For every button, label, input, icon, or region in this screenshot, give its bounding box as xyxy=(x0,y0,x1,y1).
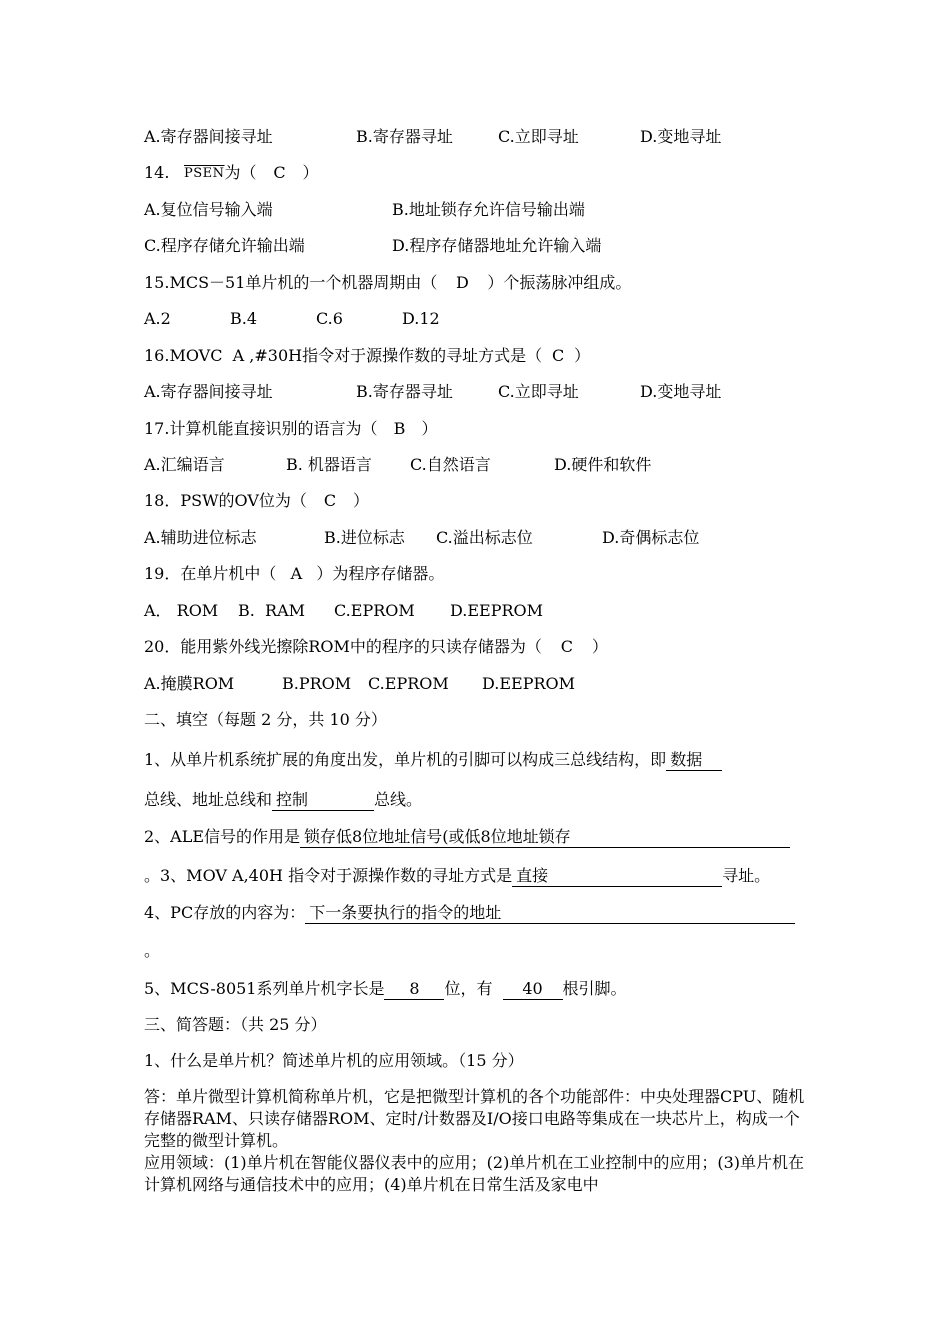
q13-option-d: D.变地寻址 xyxy=(640,127,722,146)
q16-option-b: B.寄存器寻址 xyxy=(356,382,453,401)
fill-2-pre: 2、ALE信号的作用是 xyxy=(144,827,301,846)
short-answer-1-answer xyxy=(144,1086,810,1196)
answer-paragraph-1: 答：单片微型计算机简称单片机，它是把微型计算机的各个功能部件：中央处理器CPU、随机存储器RAM、只读存储器ROM、定时/计数器及I/O接口电路等集成在一块芯片上，构成一个完整的微型计算机。 xyxy=(144,1087,805,1150)
q15-stem-text: 15.MCS－51单片机的一个机器周期由（ xyxy=(144,273,438,292)
fill-1-pre: 1、从单片机系统扩展的角度出发，单片机的引脚可以构成三总线结构，即 xyxy=(144,750,667,769)
q20-answer: C xyxy=(560,637,574,656)
q20-stem-text: 20．能用紫外线光擦除ROM中的程序的只读存储器为（ xyxy=(144,637,542,656)
q16-stem-text: 16.MOVC A ,#30H指令对于源操作数的寻址方式是（ xyxy=(144,346,543,365)
q15-options xyxy=(144,308,440,330)
fill-4-pre: 4、PC存放的内容为： xyxy=(144,903,306,922)
fill-5-mid: 位，有 xyxy=(444,979,493,998)
q14-option-d: D.程序存储器地址允许输入端 xyxy=(392,236,602,255)
q18-stem-text: 18．PSW的OV位为（ xyxy=(144,491,307,510)
q13-option-c: C.立即寻址 xyxy=(498,127,579,146)
q16-option-a: A.寄存器间接寻址 xyxy=(144,382,273,401)
section-2-heading: 二、填空（每题 2 分，共 10 分） xyxy=(144,710,387,729)
fill-5-pre: 5、MCS-8051系列单片机字长是 xyxy=(144,979,385,998)
q19-stem-end: ）为程序存储器。 xyxy=(316,564,445,583)
q15-stem-end: ）个振荡脉冲组成。 xyxy=(487,273,632,292)
q20-option-b: B.PROM xyxy=(282,674,352,693)
q14-signal: PSEN xyxy=(184,166,225,181)
q16-stem xyxy=(144,345,590,367)
q15-stem xyxy=(144,272,631,294)
q17-answer: B xyxy=(393,419,406,438)
q19-answer: A xyxy=(290,564,303,583)
q19-stem xyxy=(144,563,444,585)
q17-options xyxy=(144,454,651,476)
fill-1-mid: 总线、地址总线和 xyxy=(144,790,273,809)
q19-option-c: C.EPROM xyxy=(334,601,415,620)
q17-option-d: D.硬件和软件 xyxy=(554,455,652,474)
q19-option-d: D.EEPROM xyxy=(450,601,544,620)
q20-option-d: D.EEPROM xyxy=(482,674,576,693)
fill-5-line xyxy=(144,978,627,1000)
fill-3-post: 寻址。 xyxy=(722,866,771,885)
fill-4-post: 。 xyxy=(144,941,161,960)
fill-1-answer-2: 控制 xyxy=(272,790,374,811)
q18-answer: C xyxy=(323,491,337,510)
answer-paragraph-2: 应用领域：(1)单片机在智能仪器仪表中的应用；(2)单片机在工业控制中的应用；(3)单片机在计算机网络与通信技术中的应用；(4)单片机在日常生活及家电中 xyxy=(144,1153,804,1194)
fill-4-answer: 下一条要执行的指令的地址 xyxy=(305,903,795,924)
q17-option-a: A.汇编语言 xyxy=(144,455,225,474)
fill-5-answer-2: 40 xyxy=(503,979,563,1000)
q16-options xyxy=(144,381,721,403)
section-3-heading: 三、简答题：（共 25 分） xyxy=(144,1015,327,1034)
q20-option-a: A.掩膜ROM xyxy=(144,674,235,693)
q16-answer: C xyxy=(551,346,565,365)
fill-2-answer: 锁存低8位地址信号(或低8位地址锁存 xyxy=(300,827,790,848)
fill-5-post: 根引脚。 xyxy=(562,979,627,998)
fill-1-post: 总线。 xyxy=(374,790,423,809)
fill-3-answer: 直接 xyxy=(512,866,722,887)
q14-close: ） xyxy=(302,163,319,182)
q15-option-b: B.4 xyxy=(230,309,258,328)
q14-options-ab xyxy=(144,199,585,221)
fill-4-line xyxy=(144,902,795,924)
q20-stem xyxy=(144,636,608,658)
q20-option-c: C.EPROM xyxy=(368,674,449,693)
q17-close: ） xyxy=(421,419,438,438)
q16-close: ） xyxy=(574,346,591,365)
q14-answer: C xyxy=(273,163,286,182)
q18-option-b: B.进位标志 xyxy=(324,528,405,547)
q17-option-c: C.自然语言 xyxy=(410,455,491,474)
q14-options-cd xyxy=(144,235,601,257)
q20-close: ） xyxy=(591,637,608,656)
q14-text: 为（ xyxy=(224,163,257,182)
q18-option-d: D.奇偶标志位 xyxy=(602,528,700,547)
q16-option-d: D.变地寻址 xyxy=(640,382,722,401)
fill-1-line-1 xyxy=(144,749,722,771)
q14-option-b: B.地址锁存允许信号输出端 xyxy=(392,200,585,219)
q15-answer: D xyxy=(455,273,469,292)
q14-option-a: A.复位信号输入端 xyxy=(144,200,273,219)
q18-options xyxy=(144,527,699,549)
q18-option-a: A.辅助进位标志 xyxy=(144,528,257,547)
short-answer-1-question: 1、什么是单片机？简述单片机的应用领域。（15 分） xyxy=(144,1051,524,1070)
q13-options xyxy=(144,126,721,148)
q19-options xyxy=(144,600,543,622)
q13-option-a: A.寄存器间接寻址 xyxy=(144,127,273,146)
fill-2-line xyxy=(144,826,790,848)
fill-5-answer-1: 8 xyxy=(384,979,444,1000)
q20-options xyxy=(144,673,575,695)
q15-option-a: A.2 xyxy=(144,309,171,328)
q14-option-c: C.程序存储允许输出端 xyxy=(144,236,305,255)
q17-stem xyxy=(144,418,437,440)
q16-option-c: C.立即寻址 xyxy=(498,382,579,401)
q18-close: ） xyxy=(352,491,369,510)
fill-1-line-2 xyxy=(144,789,422,811)
fill-3-pre: 。3、MOV A,40H 指令对于源操作数的寻址方式是 xyxy=(144,866,513,885)
q18-stem xyxy=(144,490,369,512)
q14-stem xyxy=(144,162,319,185)
q19-stem-text: 19．在单片机中（ xyxy=(144,564,277,583)
q15-option-d: D.12 xyxy=(402,309,440,328)
q18-option-c: C.溢出标志位 xyxy=(436,528,533,547)
q17-option-b: B. 机器语言 xyxy=(286,455,372,474)
q19-option-a: A． ROM xyxy=(144,601,219,620)
q17-stem-text: 17.计算机能直接识别的语言为（ xyxy=(144,419,378,438)
fill-1-answer-1: 数据 xyxy=(666,750,722,771)
q13-option-b: B.寄存器寻址 xyxy=(356,127,453,146)
fill-3-line xyxy=(144,865,770,887)
q15-option-c: C.6 xyxy=(316,309,343,328)
q19-option-b: B. RAM xyxy=(238,601,305,620)
q14-number: 14. xyxy=(144,163,170,182)
